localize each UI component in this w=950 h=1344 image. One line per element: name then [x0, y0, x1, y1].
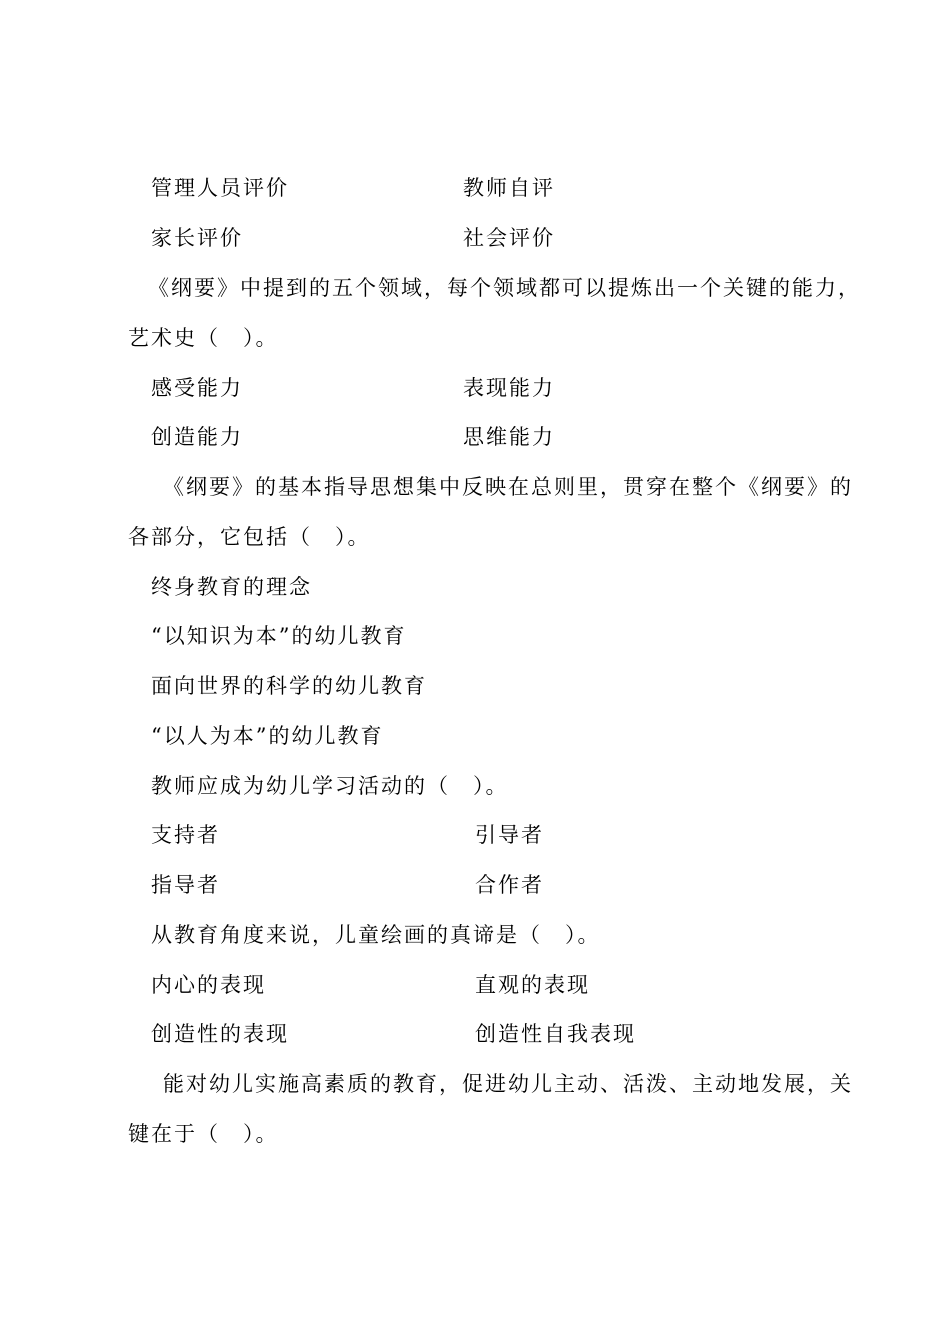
question-stem: 教师应成为幼儿学习活动的（ ）。	[151, 774, 509, 798]
option-text: 内心的表现	[151, 973, 266, 997]
option-text: 创造性自我表现	[475, 1022, 636, 1046]
option-text: 指导者	[151, 873, 220, 897]
option-text: 创造性的表现	[151, 1022, 289, 1046]
option-text: 引导者	[475, 823, 544, 847]
question-stem: 能对幼儿实施高素质的教育，促进幼儿主动、活泼、主动地发展，关	[163, 1072, 853, 1096]
option-text: 支持者	[151, 823, 220, 847]
option-text: “以知识为本”的幼儿教育	[151, 624, 407, 648]
option-text: 社会评价	[463, 226, 555, 250]
question-stem: 《纲要》的基本指导思想集中反映在总则里，贯穿在整个《纲要》的	[163, 475, 853, 499]
option-text: 感受能力	[151, 376, 243, 400]
question-stem: 艺术史（ ）。	[128, 326, 279, 350]
option-text: 家长评价	[151, 226, 243, 250]
option-text: 终身教育的理念	[151, 575, 312, 599]
option-text: 教师自评	[463, 176, 555, 200]
question-stem: 键在于（ ）。	[128, 1122, 279, 1146]
question-stem: 各部分，它包括（ ）。	[128, 525, 371, 549]
option-text: 面向世界的科学的幼儿教育	[151, 674, 427, 698]
option-text: “以人为本”的幼儿教育	[151, 724, 384, 748]
option-text: 思维能力	[463, 425, 555, 449]
option-text: 管理人员评价	[151, 176, 289, 200]
option-text: 直观的表现	[475, 973, 590, 997]
option-text: 合作者	[475, 873, 544, 897]
question-stem: 《纲要》中提到的五个领域，每个领域都可以提炼出一个关键的能力，	[148, 276, 861, 300]
option-text: 表现能力	[463, 376, 555, 400]
question-stem: 从教育角度来说，儿童绘画的真谛是（ ）。	[151, 923, 601, 947]
option-text: 创造能力	[151, 425, 243, 449]
